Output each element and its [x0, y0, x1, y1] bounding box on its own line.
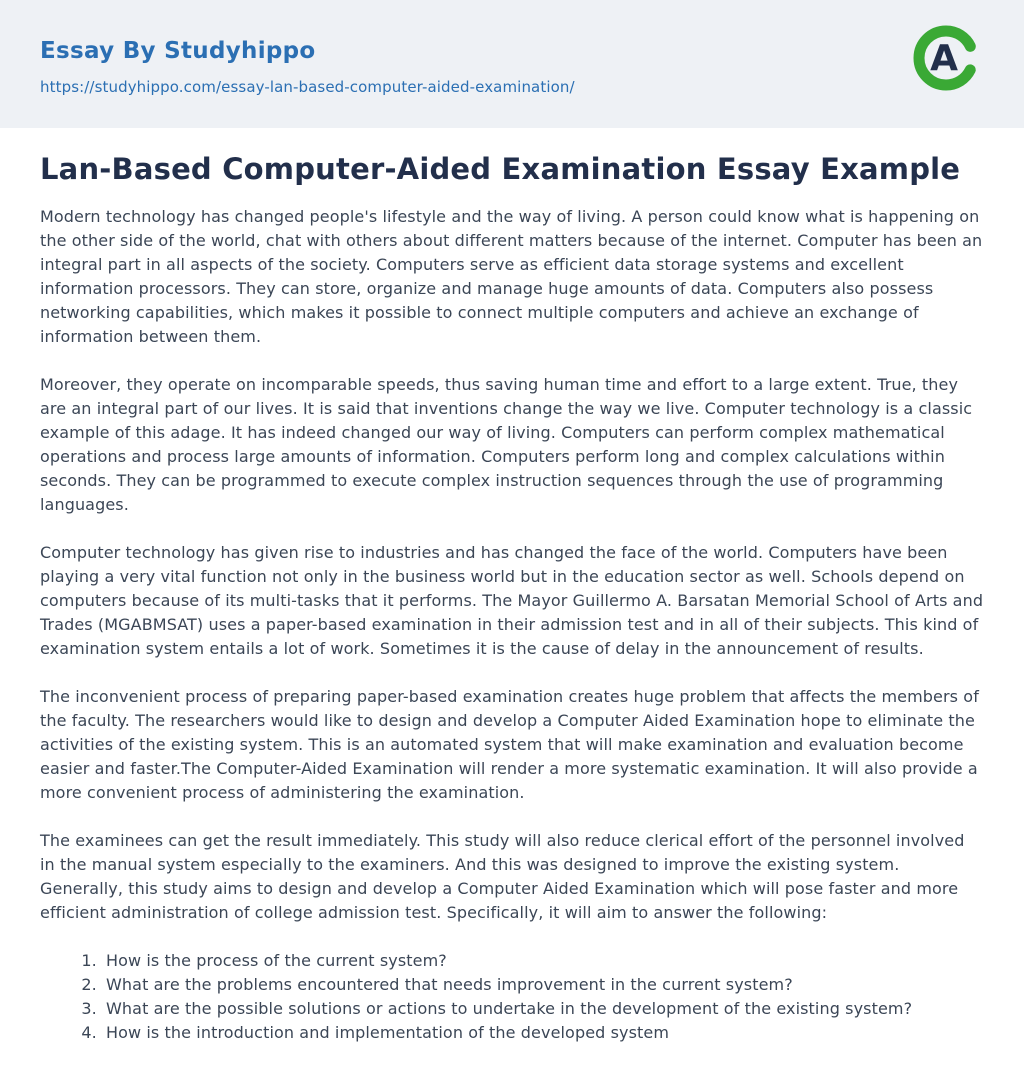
article-paragraph: Moreover, they operate on incomparable speeds, thus saving human time and effort to a large extent. True, they are an integral part of our lives. It is said that inventions change the way we live. Computer technology is a classic example of this adage. It has indeed changed our way of living. Computers can perform complex mathematical operations and process large amounts of information. Computers perform long and complex calculations within seconds. They can be programmed to execute complex instruction sequences through the use of programming languages. [40, 374, 973, 514]
research-question-item: 1. How is the process of the current system? [102, 949, 984, 973]
research-question-item: 2. What are the problems encountered that needs improvement in the current system? [102, 973, 984, 997]
article-content [0, 128, 1024, 1045]
site-title: Essay By Studyhippo [40, 38, 316, 64]
article-paragraphs [40, 205, 984, 925]
article-title: Lan-Based Computer-Aided Examination Essay Example [40, 152, 961, 186]
research-questions-list [40, 949, 984, 1045]
research-question-item: 4. How is the introduction and implementation of the developed system [102, 1021, 984, 1045]
source-url-link[interactable]: https://studyhippo.com/essay-lan-based-computer-aided-examination/ [40, 78, 575, 96]
article-paragraph: Computer technology has given rise to industries and has changed the face of the world. Computers have been playing a very vital function not only in the business world but in the education sector as well. Schools depend on computers because of its multi-tasks that it performs. The Mayor Guillermo A. Barsatan Memorial School of Arts and Trades (MGABMSAT) uses a paper-based examination in their admission test and in all of their subjects. This kind of examination system entails a lot of work. Sometimes it is the cause of delay in the announcement of results. [40, 542, 984, 658]
article-paragraph: The inconvenient process of preparing paper-based examination creates huge problem that affects the members of the faculty. The researchers would like to design and develop a Computer Aided Examination hope to eliminate the activities of the existing system. This is an automated system that will make examination and evaluation become easier and faster.The Computer-Aided Examination will render a more systematic examination. It will also provide a more convenient process of administering the examination. [40, 686, 979, 802]
article-paragraph: The examinees can get the result immediately. This study will also reduce clerical effort of the personnel involved in the manual system especially to the examiners. And this was designed to improve the existing system. Generally, this study aims to design and develop a Computer Aided Examination which will pose faster and more efficient administration of college admission test. Specifically, it will aim to answer the following: [40, 830, 965, 922]
article-paragraph: Modern technology has changed people's lifestyle and the way of living. A person could know what is happening on the other side of the world, chat with others about different matters because of the internet. Computer has been an integral part in all aspects of the society. Computers serve as efficient data storage systems and excellent information processors. They can store, organize and manage huge amounts of data. Computers also possess networking capabilities, which makes it possible to connect multiple computers and achieve an exchange of information between them. [40, 206, 983, 346]
page-header [0, 0, 1024, 128]
research-question-item: 3. What are the possible solutions or actions to undertake in the development of the existing system? [102, 997, 984, 1021]
studyhippo-logo-icon [912, 24, 980, 92]
logo-letter: A [930, 38, 958, 79]
